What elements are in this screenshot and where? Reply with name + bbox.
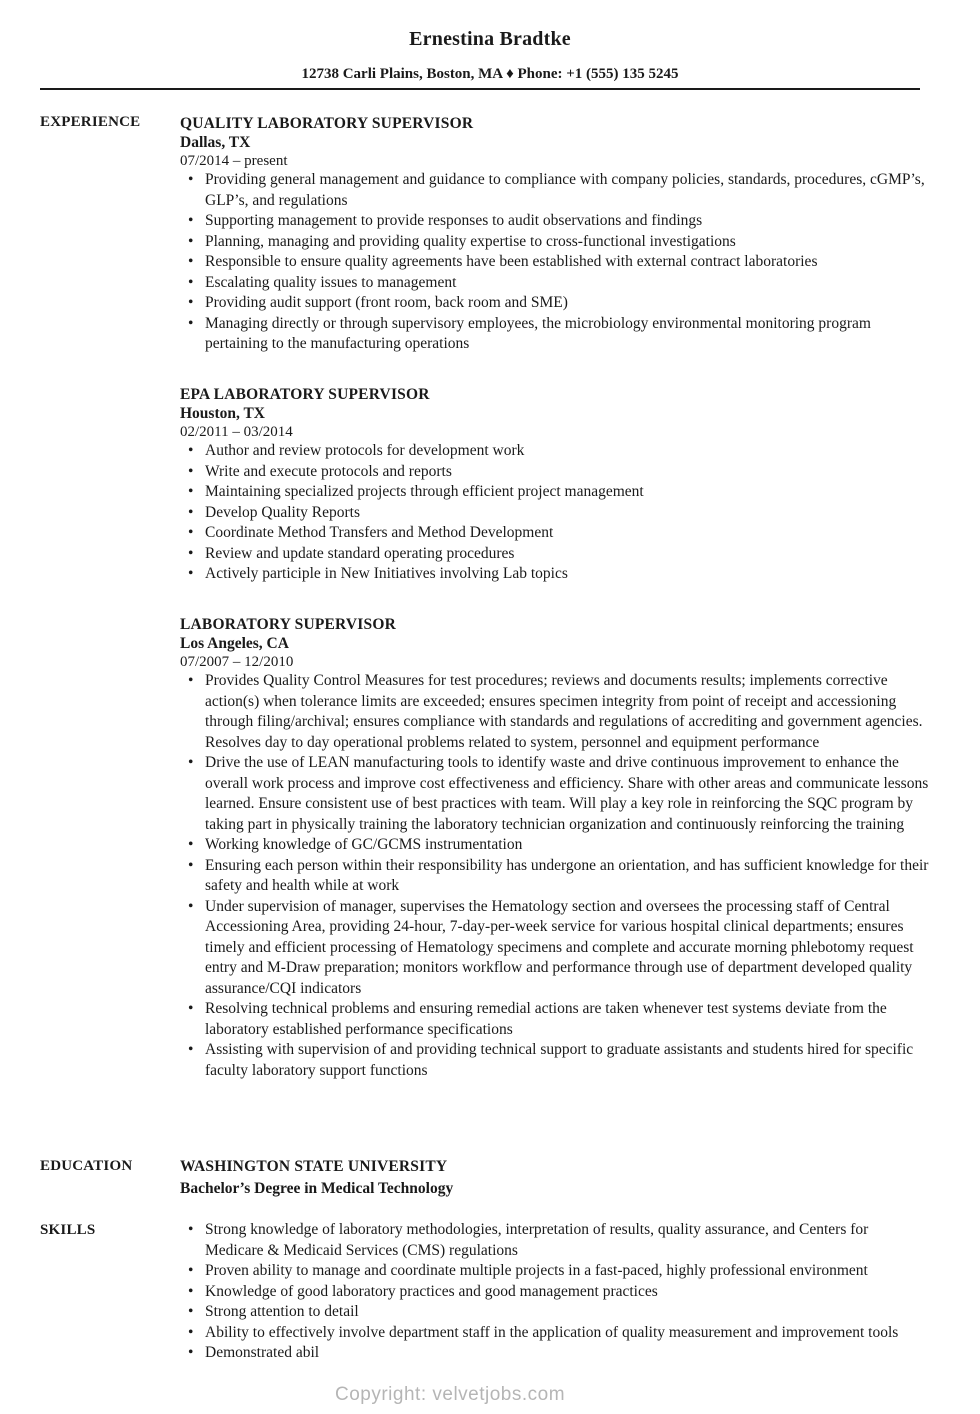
job-title: EPA LABORATORY SUPERVISOR [180,386,430,403]
bullet-item: • Escalating quality issues to management [205,273,930,294]
bullet-item: • Ability to effectively involve department staff in the application of quality measurement and improvement tools [205,1323,930,1344]
bullet-item: • Knowledge of good laboratory practices and good management practices [205,1282,930,1303]
bullet-item: • Ensuring each person within their responsibility has undergone an orientation, and has sufficient knowledge for their safety and health while at work [205,856,930,897]
degree: Bachelor’s Degree in Medical Technology [180,1180,454,1197]
bullet-item: • Drive the use of LEAN manufacturing tools to identify waste and drive continuous improvement to enhance the overall work process and improve cost effectiveness and efficiency. Share with other areas and communicate lessons learned. Ensure consistent use of best practices with team. Will play a key role in reinforcing the SQC program by taking part in physically training the laboratory technician organization and continuously reinforcing the training [205,753,930,835]
bullet-item: • Review and update standard operating procedures [205,544,930,565]
job-entry [180,385,930,585]
bullet-item: • Providing audit support (front room, back room and SME) [205,293,930,314]
job-title: LABORATORY SUPERVISOR [180,616,396,633]
skills-entry [180,1220,930,1364]
bullet-item: • Strong knowledge of laboratory methodologies, interpretation of results, quality assurance, and Centers for Medicare & Medicaid Services (CMS) regulations [205,1220,930,1261]
school-name: WASHINGTON STATE UNIVERSITY [180,1158,448,1175]
bullet-item: • Supporting management to provide responses to audit observations and findings [205,211,930,232]
bullet-item: • Proven ability to manage and coordinate multiple projects in a fast-paced, highly professional environment [205,1261,930,1282]
bullet-item: • Provides Quality Control Measures for test procedures; reviews and documents results; implements corrective action(s) when tolerance limits are exceeded; ensures specimen integrity from point of receipt and accessioning through filing/archival; ensures compliance with standards and regulations of accrediting and government agencies. Resolves day to day operational problems related to system, personnel and equipment performance [205,671,930,753]
job-bullet-list [180,441,930,585]
job-location: Los Angeles, CA [180,635,289,652]
bullet-item: • Working knowledge of GC/GCMS instrumentation [205,835,930,856]
bullet-item: • Resolving technical problems and ensuring remedial actions are taken whenever test systems deviate from the laboratory established performance specifications [205,999,930,1040]
bullet-item: • Actively participle in New Initiatives involving Lab topics [205,564,930,585]
candidate-name: Ernestina Bradtke [409,28,571,50]
education-entry [180,1156,930,1200]
job-dates: 02/2011 – 03/2014 [180,424,293,440]
bullet-item: • Under supervision of manager, supervises the Hematology section and oversees the processing staff of Central Accessioning Area, providing 24-hour, 7-day-per-week service for various hospital clinical departments; ensures timely and efficient processing of Hematology specimens and complete and accurate morning phlebotomy request entry and M-Draw preparation; monitors workflow and performance through use of department developed quality assurance/CQI indicators [205,897,930,1000]
contact-line: 12738 Carli Plains, Boston, MA ♦ Phone: +1 (555) 135 5245 [301,66,679,82]
job-location: Houston, TX [180,405,265,422]
bullet-item: • Maintaining specialized projects through efficient project management [205,482,930,503]
job-dates: 07/2014 – present [180,153,288,169]
bullet-item: • Responsible to ensure quality agreements have been established with external contract laboratories [205,252,930,273]
skills-bullet-list [180,1220,930,1364]
bullet-item: • Providing general management and guidance to compliance with company policies, standards, procedures, cGMP’s, GLP’s, and regulations [205,170,930,211]
bullet-item: • Assisting with supervision of and providing technical support to graduate assistants and students hired for specific faculty laboratory support functions [205,1040,930,1081]
bullet-item: • Develop Quality Reports [205,503,930,524]
bullet-item: • Demonstrated abil [205,1343,930,1364]
bullet-item: • Managing directly or through supervisory employees, the microbiology environmental monitoring program pertaining to the manufacturing operations [205,314,930,355]
bullet-item: • Write and execute protocols and reports [205,462,930,483]
job-location: Dallas, TX [180,134,251,151]
section-label-experience: EXPERIENCE [40,114,141,130]
job-entry [180,615,930,1081]
job-bullet-list [180,671,930,1081]
header-divider [40,88,920,90]
watermark: Copyright: velvetjobs.com [335,1384,566,1405]
section-label-education: EDUCATION [40,1158,133,1174]
job-bullet-list [180,170,930,355]
job-dates: 07/2007 – 12/2010 [180,654,294,670]
bullet-item: • Author and review protocols for development work [205,441,930,462]
bullet-item: • Planning, managing and providing quality expertise to cross-functional investigations [205,232,930,253]
job-entry [180,114,930,355]
bullet-item: • Coordinate Method Transfers and Method Development [205,523,930,544]
bullet-item: • Strong attention to detail [205,1302,930,1323]
section-label-skills: SKILLS [40,1222,96,1238]
job-title: QUALITY LABORATORY SUPERVISOR [180,115,474,132]
